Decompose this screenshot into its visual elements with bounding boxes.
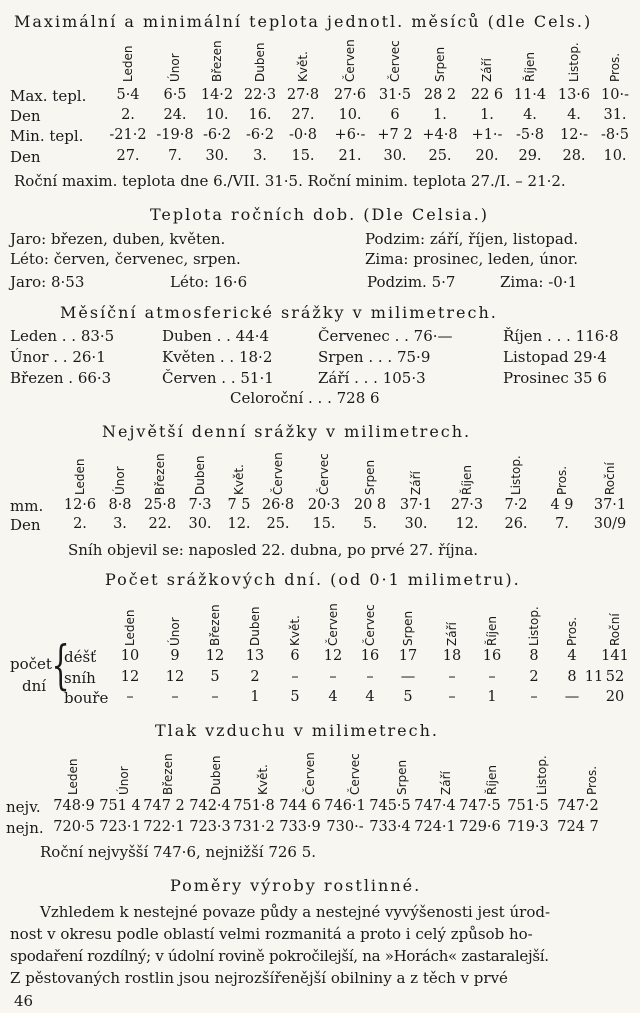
row-label: bouře xyxy=(64,689,109,707)
snow-note: Sníh objevil se: naposled 22. dubna, po prvé 27. října. xyxy=(68,541,479,559)
table-cell: 141 xyxy=(601,648,629,664)
season-winter-value: Zima: -0·1 xyxy=(500,273,578,291)
table-cell: 25. xyxy=(428,148,452,164)
table-cell: 733·9 xyxy=(279,819,321,835)
table-cell: 10. xyxy=(205,107,229,123)
season-summer: Léto: červen, červenec, srpen. xyxy=(10,250,241,268)
table-cell: 27·3 xyxy=(450,497,484,513)
row-label: nejn. xyxy=(6,819,44,837)
month-header: Červen xyxy=(271,452,285,495)
row-label: Den xyxy=(10,107,41,125)
table-cell: 25·8 xyxy=(143,497,177,513)
precipitation-entry: Leden . . 83·5 xyxy=(10,327,115,345)
month-header: Červen xyxy=(343,39,357,82)
table-cell: 31·5 xyxy=(378,87,412,103)
table-cell: 5. xyxy=(363,516,377,532)
row-label: Den xyxy=(10,516,41,534)
table-cell: -8·5 xyxy=(601,127,629,143)
table-cell: 724 7 xyxy=(557,819,599,835)
table-cell: 12 xyxy=(120,669,140,685)
table-cell: 4 xyxy=(365,689,375,705)
temperature-title: Maximální a minimální teplota jednotl. měsíců (dle Cels.) xyxy=(14,12,593,31)
month-header: Červen xyxy=(326,603,340,646)
table-cell: 4 xyxy=(328,689,338,705)
table-cell: 751·5 xyxy=(507,798,549,814)
table-cell: 12 xyxy=(165,669,185,685)
month-header: Srpen xyxy=(363,459,377,495)
precipitation-entry: Červen . . 51·1 xyxy=(162,369,274,387)
month-header: Březen xyxy=(153,453,167,495)
table-cell: 747·4 xyxy=(414,798,456,814)
table-cell: 747 2 xyxy=(143,798,185,814)
table-cell: 729·6 xyxy=(459,819,501,835)
table-cell: 746·1 xyxy=(324,798,366,814)
table-cell: 5 xyxy=(290,689,300,705)
table-cell: 8 xyxy=(567,669,577,685)
table-cell: 27. xyxy=(116,148,140,164)
precipitation-entry: Listopad 29·4 xyxy=(503,348,607,366)
table-cell: — xyxy=(400,669,416,685)
table-cell: 723·1 xyxy=(99,819,141,835)
row-label: déšť xyxy=(64,648,97,666)
table-cell: 13·6 xyxy=(557,87,591,103)
month-header: Duben xyxy=(209,755,223,795)
table-cell: 3. xyxy=(113,516,127,532)
table-cell: 751·8 xyxy=(233,798,275,814)
month-header: Listop. xyxy=(567,42,581,82)
month-header: Pros. xyxy=(608,52,622,82)
production-line-3: spodaření rozdílný; v údolní rovině pokročilejší, na »Horách« zastaralejší. xyxy=(10,947,549,965)
table-cell: 723·3 xyxy=(189,819,231,835)
month-header: Červec xyxy=(348,753,362,795)
table-cell: 6 xyxy=(390,107,400,123)
pressure-title: Tlak vzduchu v milimetrech. xyxy=(155,721,439,740)
table-cell: -6·2 xyxy=(203,127,231,143)
table-cell: 11 xyxy=(584,669,604,685)
production-line-1: Vzhledem k nestejné povaze půdy a nestejné vyvýšenosti jest úrod- xyxy=(40,903,551,921)
month-header: Říjen xyxy=(485,616,499,646)
table-cell: 18 xyxy=(442,648,462,664)
precipitation-entry: Březen . 66·3 xyxy=(10,369,112,387)
table-cell: 724·1 xyxy=(414,819,456,835)
season-spring: Jaro: březen, duben, květen. xyxy=(10,230,226,248)
table-cell: 31. xyxy=(603,107,627,123)
max-precipitation-title: Největší denní srážky v milimetrech. xyxy=(102,422,472,441)
table-cell: 10·- xyxy=(601,87,629,103)
month-header: Pros. xyxy=(555,465,569,495)
table-cell: 7·2 xyxy=(504,497,528,513)
season-winter: Zima: prosinec, leden, únor. xyxy=(365,250,578,268)
month-header: Leden xyxy=(121,45,135,82)
row-label: sníh xyxy=(64,669,96,687)
table-cell: 13 xyxy=(245,648,265,664)
table-cell: 742·4 xyxy=(189,798,231,814)
precipitation-entry: Únor . . 26·1 xyxy=(10,348,106,366)
table-cell: 6 xyxy=(290,648,300,664)
table-cell: 12·- xyxy=(560,127,588,143)
month-header: Listop. xyxy=(535,755,549,795)
table-cell: 17 xyxy=(398,648,418,664)
table-cell: 3. xyxy=(253,148,267,164)
table-cell: 751 4 xyxy=(99,798,141,814)
precipitation-days-title: Počet srážkových dní. (od 0·1 milimetru). xyxy=(105,570,521,589)
table-cell: 5 xyxy=(210,669,220,685)
row-label: mm. xyxy=(10,497,44,515)
table-cell: 28 2 xyxy=(423,87,457,103)
month-header: Pros. xyxy=(565,616,579,646)
table-cell: 1. xyxy=(433,107,447,123)
row-label: Max. tepl. xyxy=(10,87,87,105)
table-cell: 747·2 xyxy=(557,798,599,814)
table-cell: 7·3 xyxy=(188,497,212,513)
month-header: Září xyxy=(439,771,453,795)
precipitation-entry: Září . . . 105·3 xyxy=(318,369,426,387)
table-cell: 1 xyxy=(250,689,260,705)
table-cell: 4 9 xyxy=(550,497,574,513)
table-cell: 730·- xyxy=(326,819,364,835)
precipitation-entry: Prosinec 35 6 xyxy=(503,369,607,387)
month-header: Červec xyxy=(363,604,377,646)
table-cell: – xyxy=(530,689,538,705)
table-cell: 20. xyxy=(475,148,499,164)
month-header: Roční xyxy=(608,613,622,646)
table-cell: 719·3 xyxy=(507,819,549,835)
season-autumn-value: Podzim. 5·7 xyxy=(367,273,456,291)
table-cell: 30. xyxy=(188,516,212,532)
table-cell: 30/9 xyxy=(593,516,627,532)
table-cell: 21. xyxy=(338,148,362,164)
table-cell: 10 xyxy=(120,648,140,664)
table-cell: 30. xyxy=(404,516,428,532)
table-cell: -0·8 xyxy=(289,127,317,143)
precipitation-entry: Červenec . . 76·— xyxy=(318,327,453,345)
table-cell: 27·8 xyxy=(286,87,320,103)
table-cell: 722·1 xyxy=(143,819,185,835)
month-header: Březen xyxy=(210,40,224,82)
temperature-note: Roční maxim. teplota dne 6./VII. 31·5. Roční minim. teplota 27./I. – 21·2. xyxy=(14,172,566,190)
table-cell: 4 xyxy=(567,648,577,664)
table-cell: +7 2 xyxy=(377,127,413,143)
row-label: Min. tepl. xyxy=(10,127,84,145)
table-cell: 6·5 xyxy=(163,87,187,103)
table-cell: – xyxy=(291,669,299,685)
precipitation-title: Měsíční atmosferické srážky v milimetrech. xyxy=(60,303,498,322)
table-cell: 26·8 xyxy=(261,497,295,513)
table-cell: 9 xyxy=(170,648,180,664)
table-cell: 20 xyxy=(605,689,625,705)
month-header: Listop. xyxy=(509,455,523,495)
month-header: Leden xyxy=(66,758,80,795)
pressure-note: Roční nejvyšší 747·6, nejnižší 726 5. xyxy=(40,843,317,861)
table-cell: +1·- xyxy=(471,127,503,143)
production-title: Poměry výroby rostlinné. xyxy=(170,876,422,895)
table-cell: 16 xyxy=(360,648,380,664)
table-cell: 8·8 xyxy=(108,497,132,513)
table-cell: -6·2 xyxy=(246,127,274,143)
month-header: Říjen xyxy=(460,465,474,495)
month-header: Březen xyxy=(161,753,175,795)
month-header: Únor xyxy=(117,766,131,795)
table-cell: +4·8 xyxy=(422,127,458,143)
month-header: Červec xyxy=(388,40,402,82)
table-cell: 29. xyxy=(518,148,542,164)
table-cell: 7 5 xyxy=(227,497,251,513)
month-header: Říjen xyxy=(523,52,537,82)
month-header: Duben xyxy=(248,606,262,646)
table-cell: 52 xyxy=(605,669,625,685)
production-line-2: nost v okresu podle oblastí velmi rozmanitá a proto i celý způsob ho- xyxy=(10,925,533,943)
table-cell: – xyxy=(126,689,134,705)
month-header: Říjen xyxy=(485,765,499,795)
table-cell: 1 xyxy=(487,689,497,705)
month-header: Duben xyxy=(193,455,207,495)
table-cell: 20·3 xyxy=(307,497,341,513)
month-header: Září xyxy=(445,622,459,646)
month-header: Listop. xyxy=(527,606,541,646)
table-cell: -5·8 xyxy=(516,127,544,143)
precipitation-entry: Říjen . . . 116·8 xyxy=(503,327,619,345)
table-cell: 12 xyxy=(323,648,343,664)
month-header: Únor xyxy=(168,617,182,646)
precipitation-entry: Duben . . 44·4 xyxy=(162,327,270,345)
month-header: Leden xyxy=(73,458,87,495)
table-cell: 744 6 xyxy=(279,798,321,814)
table-cell: 28. xyxy=(562,148,586,164)
table-cell: 7. xyxy=(555,516,569,532)
precipitation-total: Celoroční . . . 728 6 xyxy=(230,389,380,407)
table-cell: 1. xyxy=(480,107,494,123)
table-cell: 5 xyxy=(403,689,413,705)
month-header: Červec xyxy=(317,453,331,495)
season-spring-value: Jaro: 8·53 xyxy=(10,273,85,291)
table-cell: 26. xyxy=(504,516,528,532)
month-header: Duben xyxy=(253,42,267,82)
month-header: Roční xyxy=(603,462,617,495)
month-header: Pros. xyxy=(585,765,599,795)
month-header: Září xyxy=(480,58,494,82)
season-summer-value: Léto: 16·6 xyxy=(170,273,248,291)
month-header: Únor xyxy=(168,53,182,82)
table-cell: 12. xyxy=(227,516,251,532)
table-cell: 720·5 xyxy=(53,819,95,835)
month-header: Únor xyxy=(113,466,127,495)
month-header: Květ. xyxy=(256,764,270,795)
table-cell: -19·8 xyxy=(156,127,194,143)
table-cell: 20 8 xyxy=(353,497,387,513)
production-line-4: Z pěstovaných rostlin jsou nejrozšířenější obilniny a z těch v prvé xyxy=(10,969,508,987)
table-cell: 7. xyxy=(168,148,182,164)
table-cell: – xyxy=(171,689,179,705)
page-number: 46 xyxy=(14,992,34,1010)
table-cell: 27·6 xyxy=(333,87,367,103)
table-cell: 4. xyxy=(567,107,581,123)
brace-symbol: { xyxy=(51,636,70,696)
table-cell: – xyxy=(329,669,337,685)
month-header: Květ. xyxy=(232,464,246,495)
table-cell: 2. xyxy=(121,107,135,123)
table-cell: +6·- xyxy=(334,127,366,143)
month-header: Září xyxy=(409,471,423,495)
month-header: Srpen xyxy=(395,759,409,795)
month-header: Březen xyxy=(208,604,222,646)
table-cell: 22. xyxy=(148,516,172,532)
table-cell: 10. xyxy=(338,107,362,123)
table-cell: 11·4 xyxy=(513,87,547,103)
table-cell: 5·4 xyxy=(116,87,140,103)
table-cell: 24. xyxy=(163,107,187,123)
table-cell: 2. xyxy=(73,516,87,532)
precipitation-entry: Srpen . . . 75·9 xyxy=(318,348,431,366)
days-side-label-1: počet xyxy=(10,655,52,673)
table-cell: 2 xyxy=(250,669,260,685)
table-cell: 747·5 xyxy=(459,798,501,814)
table-cell: -21·2 xyxy=(109,127,147,143)
days-side-label-2: dní xyxy=(22,677,47,695)
table-cell: 8 xyxy=(529,648,539,664)
table-cell: – xyxy=(211,689,219,705)
table-cell: 731·2 xyxy=(233,819,275,835)
table-cell: 22 6 xyxy=(470,87,504,103)
row-label: Den xyxy=(10,148,41,166)
table-cell: 37·1 xyxy=(593,497,627,513)
month-header: Srpen xyxy=(401,610,415,646)
table-cell: – xyxy=(366,669,374,685)
table-cell: 14·2 xyxy=(200,87,234,103)
month-header: Květ. xyxy=(296,51,310,82)
precipitation-entry: Květen . . 18·2 xyxy=(162,348,273,366)
table-cell: 12 xyxy=(205,648,225,664)
table-cell: 745·5 xyxy=(369,798,411,814)
table-cell: 16 xyxy=(482,648,502,664)
table-cell: 748·9 xyxy=(53,798,95,814)
table-cell: 15. xyxy=(312,516,336,532)
seasons-title: Teplota ročních dob. (Dle Celsia.) xyxy=(150,205,490,224)
table-cell: 15. xyxy=(291,148,315,164)
table-cell: 30. xyxy=(205,148,229,164)
table-cell: — xyxy=(564,689,580,705)
table-cell: 10. xyxy=(603,148,627,164)
table-cell: 37·1 xyxy=(399,497,433,513)
table-cell: 2 xyxy=(529,669,539,685)
table-cell: 733·4 xyxy=(369,819,411,835)
table-cell: 27. xyxy=(291,107,315,123)
table-cell: 12·6 xyxy=(63,497,97,513)
season-autumn: Podzim: září, říjen, listopad. xyxy=(365,230,579,248)
month-header: Červen xyxy=(303,752,317,795)
table-cell: – xyxy=(448,689,456,705)
table-cell: – xyxy=(448,669,456,685)
table-cell: 22·3 xyxy=(243,87,277,103)
table-cell: – xyxy=(488,669,496,685)
month-header: Srpen xyxy=(433,46,447,82)
table-cell: 4. xyxy=(523,107,537,123)
row-label: nejv. xyxy=(6,798,41,816)
table-cell: 30. xyxy=(383,148,407,164)
table-cell: 16. xyxy=(248,107,272,123)
table-cell: 12. xyxy=(455,516,479,532)
month-header: Leden xyxy=(123,609,137,646)
table-cell: 25. xyxy=(266,516,290,532)
month-header: Květ. xyxy=(288,615,302,646)
